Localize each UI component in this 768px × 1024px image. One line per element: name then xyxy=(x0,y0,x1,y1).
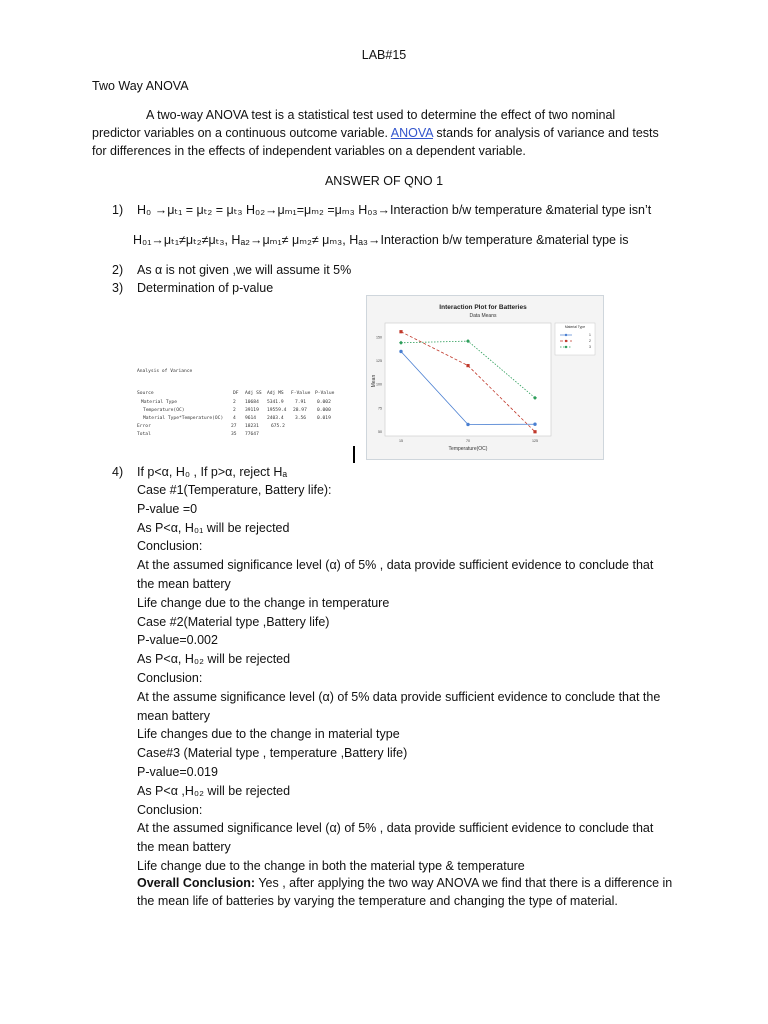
chart-subtitle: Data Means xyxy=(469,313,497,319)
case-line: mean battery xyxy=(137,708,210,723)
anova-cell: Total xyxy=(137,432,151,437)
case-line: Life changes due to the change in material type xyxy=(137,727,400,742)
y-axis-label: Mean xyxy=(371,374,377,388)
anova-cell: 7.91 xyxy=(295,400,307,405)
anova-cell: 9614 xyxy=(245,416,257,421)
anova-header: DF xyxy=(233,391,239,396)
case-line: P-value=0.019 xyxy=(137,765,218,779)
data-point xyxy=(466,364,469,367)
anova-cell: 2403.4 xyxy=(267,416,284,421)
anova-cell: Material Type xyxy=(141,400,177,405)
item-2-number: 2) xyxy=(112,263,124,277)
anova-row xyxy=(137,423,347,431)
anova-cell: 675.2 xyxy=(271,424,285,429)
anova-cell: 77647 xyxy=(245,432,259,437)
x-tick-label: 70 xyxy=(466,439,470,443)
case-line: P-value =0 xyxy=(137,501,198,516)
anova-row xyxy=(137,431,347,439)
anova-cell: Temperature(OC) xyxy=(143,408,185,413)
anova-header: Adj SS xyxy=(245,391,262,396)
y-tick-label: 50 xyxy=(378,429,382,434)
case-line: Conclusion: xyxy=(137,539,203,554)
case-line: At the assumed significance level (α) of 5% , data provide sufficient evidence to conclude that xyxy=(137,558,654,573)
anova-cell: 2 xyxy=(233,400,236,405)
item-4-text: If p<α, H₀ , If p>α, reject Hₐ xyxy=(137,465,288,479)
anova-cell: Material Type*Temperature(OC) xyxy=(143,416,224,421)
section-title: Two Way ANOVA xyxy=(92,79,189,93)
legend-marker xyxy=(565,334,567,336)
overall-conclusion-text: Yes , after applying the two way ANOVA we find that there is a difference in xyxy=(255,876,673,890)
anova-cell: 4 xyxy=(233,416,236,421)
anova-header: F-Value xyxy=(291,391,311,396)
answer-title: ANSWER OF QNO 1 xyxy=(324,174,444,188)
intro-line-3: for differences in the effects of independent variables on a dependent variable. xyxy=(92,144,526,158)
anova-cell: 3.56 xyxy=(295,416,307,421)
legend-label: 3 xyxy=(589,345,591,350)
intro-line-2-pre: predictor variables on a continuous outcome variable. xyxy=(92,126,391,140)
case-line: As P<α, H₀₂ will be rejected xyxy=(137,652,291,667)
legend-label: 2 xyxy=(589,339,591,344)
null-hypotheses: H₀ →μₜ₁ = μₜ₂ = μₜ₃ H₀₂→μₘ₁=μₘ₂ =μₘ₃ H₀₃→Interaction b/w temperature &material type isn’t xyxy=(137,203,652,217)
legend-marker xyxy=(565,346,567,348)
x-tick-label: 125 xyxy=(532,439,538,443)
anova-output-table xyxy=(137,368,347,458)
lab-title: LAB#15 xyxy=(361,48,407,62)
anova-cell: 27 xyxy=(231,424,237,429)
item-3-number: 3) xyxy=(112,281,124,295)
anova-cell: 0.000 xyxy=(317,408,331,413)
anova-cell: 35 xyxy=(231,432,237,437)
anova-header-row xyxy=(137,390,347,398)
data-point xyxy=(399,330,402,333)
interaction-plot xyxy=(366,295,604,460)
anova-cell: Error xyxy=(137,424,151,429)
intro-line-2 xyxy=(92,124,659,142)
case-line: As P<α ,H₀₂ will be rejected xyxy=(137,783,291,798)
anova-cell: 0.002 xyxy=(317,400,331,405)
case-line: Life change due to the change in temperature xyxy=(137,595,390,610)
case-line: the mean battery xyxy=(137,577,231,591)
anova-cell: 5341.9 xyxy=(267,400,284,405)
legend-marker xyxy=(565,340,567,342)
y-tick-label: 150 xyxy=(376,335,382,340)
anova-row xyxy=(137,407,347,415)
anova-cell: 18231 xyxy=(245,424,259,429)
case-line: Conclusion: xyxy=(137,802,203,817)
data-point xyxy=(533,423,536,426)
anova-cell: 0.019 xyxy=(317,416,331,421)
item-1-number: 1) xyxy=(112,203,124,217)
interaction-plot-svg xyxy=(367,296,603,459)
anova-row xyxy=(137,399,347,407)
case-line: Conclusion: xyxy=(137,671,203,685)
case-line: Life change due to the change in both the material type & temperature xyxy=(137,859,525,873)
chart-title: Interaction Plot for Batteries xyxy=(439,304,527,311)
x-tick-label: 15 xyxy=(399,439,403,443)
item-4-number: 4) xyxy=(112,465,124,479)
data-point xyxy=(533,430,536,433)
data-point xyxy=(466,423,469,426)
case-line: As P<α, H₀₁ will be rejected xyxy=(137,520,290,535)
anova-cell: 2 xyxy=(233,408,236,413)
intro-line-1: A two-way ANOVA test is a statistical test used to determine the effect of two nominal xyxy=(146,108,616,122)
anova-cell: 28.97 xyxy=(293,408,307,413)
y-tick-label: 125 xyxy=(376,359,382,364)
overall-conclusion-line-1 xyxy=(137,874,672,892)
case-line: Case#3 (Material type , temperature ,Battery life) xyxy=(137,746,408,761)
anova-link[interactable]: ANOVA xyxy=(390,126,433,140)
anova-header: Adj MS xyxy=(267,391,284,396)
item-2-text: As α is not given ,we will assume it 5% xyxy=(137,263,352,277)
anova-cell: 19559.4 xyxy=(267,408,287,413)
data-point xyxy=(399,350,402,353)
text-cursor xyxy=(353,446,355,463)
anova-header: P-Value xyxy=(315,391,335,396)
intro-line-2-post: stands for analysis of variance and tests xyxy=(432,126,659,140)
alternative-hypotheses: H₀₁→μₜ₁≠μₜ₂≠μₜ₃, Hₐ₂→μₘ₁≠ μₘ₂≠ μₘ₃, Hₐ₃→Interaction b/w temperature &material type is xyxy=(133,233,629,247)
y-tick-label: 100 xyxy=(376,382,382,387)
overall-conclusion-label: Overall Conclusion: xyxy=(137,876,256,890)
overall-conclusion-line-2: the mean life of batteries by varying the temperature and changing the type of material. xyxy=(137,894,618,908)
case-line: P-value=0.002 xyxy=(137,633,218,648)
legend-title: Material Type xyxy=(564,325,586,329)
anova-cell: 39119 xyxy=(245,408,259,413)
case-line: At the assumed significance level (α) of 5% , data provide sufficient evidence to conclude that xyxy=(137,821,654,836)
case-line: the mean battery xyxy=(137,840,231,855)
item-3-text: Determination of p-value xyxy=(137,281,274,295)
anova-cell: 10684 xyxy=(245,400,259,405)
case-line: At the assume significance level (α) of 5% data provide sufficient evidence to conclude that the xyxy=(137,689,661,704)
anova-row xyxy=(137,415,347,423)
y-tick-label: 75 xyxy=(378,406,382,411)
anova-header: Source xyxy=(137,391,154,396)
legend-label: 1 xyxy=(589,333,591,338)
case-line: Case #2(Material type ,Battery life) xyxy=(137,614,330,629)
x-axis-label: Temperature(OC) xyxy=(448,446,488,452)
case-line: Case #1(Temperature, Battery life): xyxy=(137,483,332,497)
anova-title: Analysis of Variance xyxy=(137,369,193,374)
